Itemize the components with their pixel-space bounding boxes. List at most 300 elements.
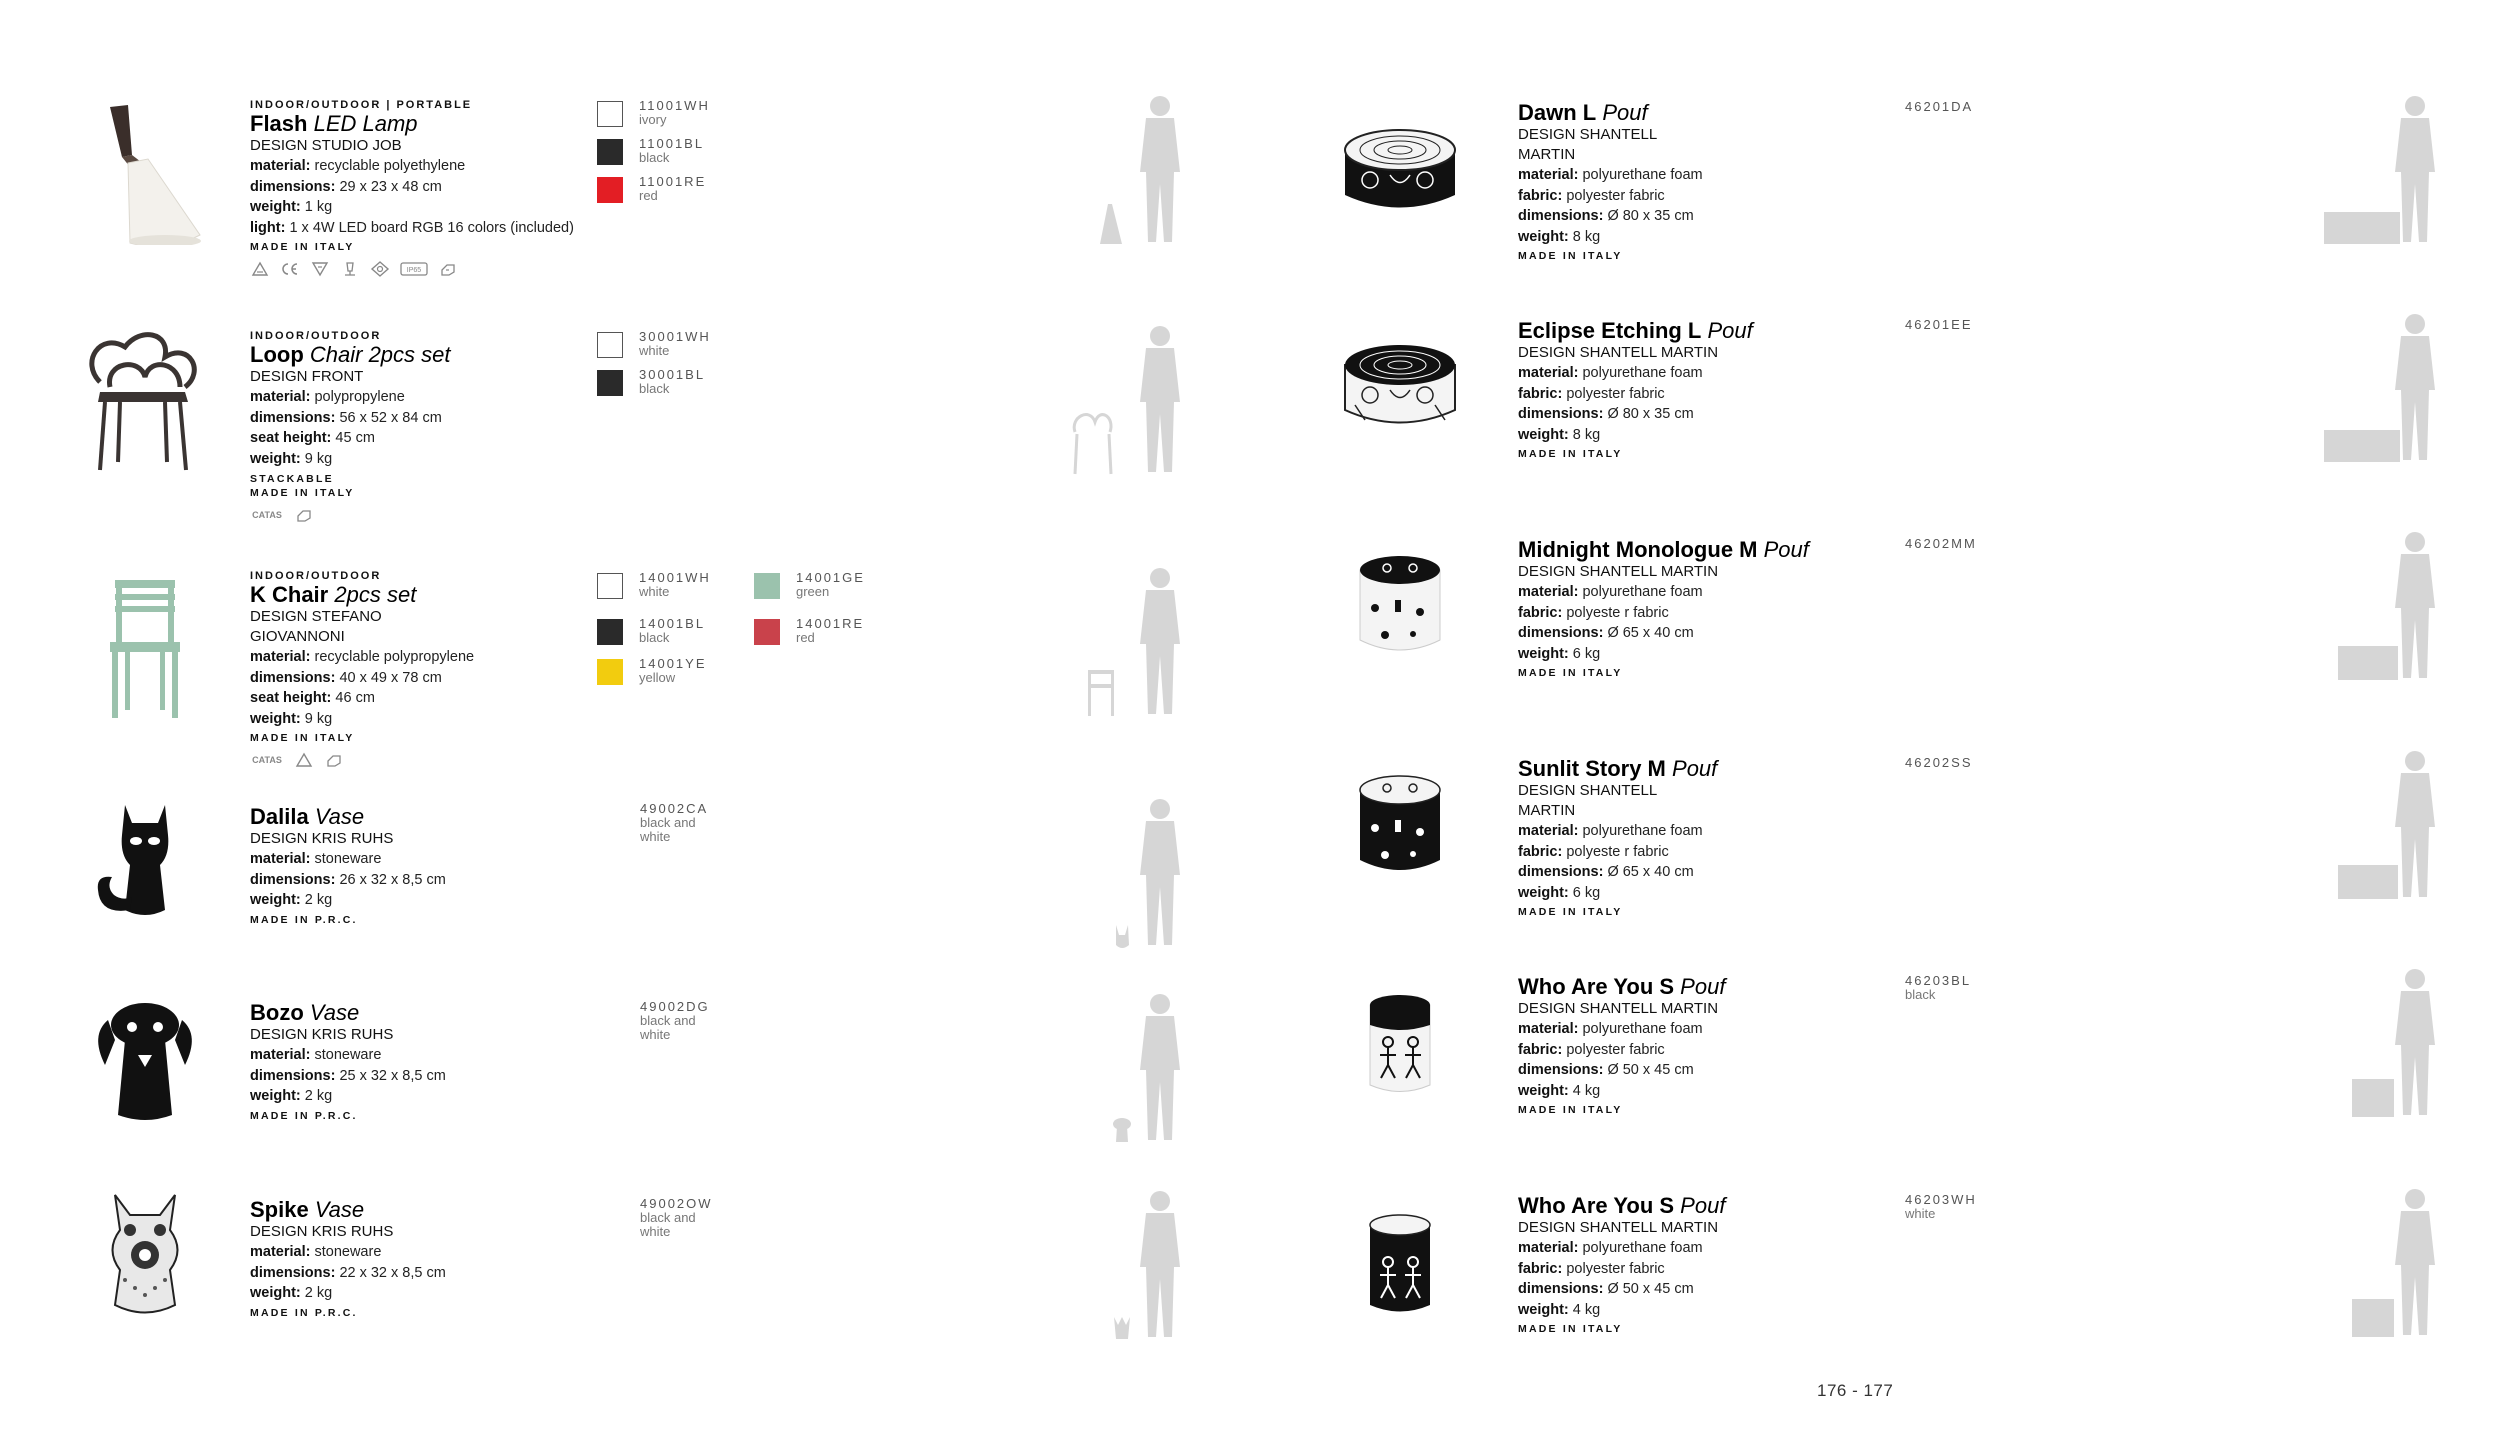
spec-dimensions	[250, 870, 446, 891]
loop-chair-image	[70, 322, 220, 472]
spec-label: material:	[1518, 1240, 1579, 1256]
certification-icons	[250, 752, 474, 768]
scale-silhouette	[1072, 990, 1202, 1150]
scale-silhouette	[1080, 92, 1210, 252]
variant-code: 46202SS	[1905, 755, 1973, 770]
spec-material	[1518, 363, 1753, 384]
spec-label: dimensions:	[250, 669, 336, 686]
spec-value: Ø 80 x 35 cm	[1607, 208, 1694, 224]
variant-color: black and white	[640, 815, 696, 844]
product-designer: DESIGN SHANTELL MARTIN	[1518, 344, 1719, 361]
variant-color: red	[639, 188, 658, 203]
sunlit-pouf-image	[1325, 750, 1475, 900]
spec-value: 22 x 32 x 8,5 cm	[339, 1264, 446, 1281]
spec-value: 2 kg	[304, 1285, 333, 1301]
variant-color: black	[639, 630, 670, 645]
spec-value: polyurethane foam	[1582, 1021, 1703, 1037]
touch-icon	[438, 261, 458, 277]
spec-label: weight:	[250, 892, 301, 908]
spec-weight	[250, 197, 574, 218]
product-type: Vase	[309, 1000, 360, 1025]
product-name: Who Are You S	[1518, 974, 1675, 999]
spec-label: weight:	[1518, 228, 1569, 245]
spec-material	[250, 1242, 446, 1263]
spec-value: 25 x 32 x 8,5 cm	[339, 1067, 446, 1084]
variant-color: black	[639, 150, 670, 165]
spec-weight	[1518, 883, 1717, 904]
spec-label: dimensions:	[250, 1067, 336, 1084]
product-designer: DESIGN SHANTELL MARTIN	[1518, 782, 1657, 819]
who-are-you-black-pouf-image	[1325, 970, 1475, 1120]
spec-value: 1 kg	[304, 199, 333, 215]
product-designer: DESIGN KRIS RUHS	[250, 830, 394, 847]
spec-value: 2 kg	[304, 892, 333, 908]
spec-value: polyurethane foam	[1582, 167, 1703, 183]
touch-icon	[324, 752, 344, 768]
recycle-icon	[294, 752, 314, 768]
product-type: Pouf	[1672, 756, 1718, 781]
made-in: MADE IN ITALY	[250, 732, 355, 744]
spec-seat-height	[250, 688, 474, 709]
spec-label: weight:	[1518, 1301, 1569, 1318]
scale-silhouette	[1065, 322, 1195, 482]
variant-color: yellow	[639, 670, 676, 685]
svg-text:CATAS: CATAS	[252, 510, 282, 520]
spec-material	[1518, 582, 1809, 603]
spec-value: polyurethane foam	[1582, 1240, 1703, 1256]
stackable-label: STACKABLE	[250, 473, 334, 485]
variant-code: 14001WH	[639, 570, 711, 585]
variant-swatch[interactable]	[597, 329, 711, 358]
color-box	[754, 619, 780, 645]
spec-fabric	[1518, 603, 1809, 624]
product-tag: INDOOR/OUTDOOR	[250, 570, 382, 582]
spec-dimensions	[1518, 1060, 1725, 1081]
product-designer: DESIGN SHANTELL MARTIN	[1518, 1000, 1719, 1017]
product-code	[1905, 100, 1973, 114]
product-name: Flash	[250, 111, 308, 136]
product-type: Pouf	[1680, 1193, 1726, 1218]
spec-value: stoneware	[314, 1244, 382, 1260]
spec-material	[250, 647, 474, 668]
spec-value: Ø 50 x 45 cm	[1607, 1281, 1694, 1297]
scale-silhouette	[2320, 92, 2450, 252]
spec-weight	[1518, 425, 1753, 446]
product-code	[1905, 537, 1977, 551]
product-title	[250, 343, 451, 367]
product-name: K Chair	[250, 582, 329, 607]
spec-value: polyeste r fabric	[1566, 843, 1669, 860]
scale-silhouette	[2320, 528, 2450, 688]
spec-label: weight:	[250, 1088, 301, 1104]
product-code	[1905, 974, 1971, 1002]
product-code	[640, 802, 708, 844]
variant-color: black	[1905, 987, 1936, 1002]
diamond-icon	[370, 261, 390, 277]
spec-label: dimensions:	[1518, 864, 1604, 880]
variant-color: ivory	[639, 112, 667, 127]
spec-value: 56 x 52 x 84 cm	[339, 409, 442, 426]
variant-color: black	[639, 381, 670, 396]
spec-value: Ø 50 x 45 cm	[1607, 1062, 1694, 1078]
variant-swatch[interactable]	[597, 367, 706, 396]
spec-value: Ø 65 x 40 cm	[1607, 864, 1694, 880]
spec-light	[250, 218, 574, 239]
outdoor-icon	[310, 261, 330, 277]
variant-color: white	[1905, 1206, 1936, 1221]
spec-label: material:	[250, 1244, 311, 1260]
product-name: Dawn L	[1518, 100, 1597, 125]
product-title	[250, 805, 446, 829]
product-type: LED Lamp	[313, 111, 418, 136]
spec-value: 2 kg	[304, 1088, 333, 1104]
spec-value: recyclable polyethylene	[314, 158, 466, 174]
spec-label: dimensions:	[250, 409, 336, 426]
spec-value: 6 kg	[1572, 645, 1601, 662]
spec-label: material:	[1518, 365, 1579, 381]
spec-material	[1518, 821, 1717, 842]
product-name: Bozo	[250, 1000, 304, 1025]
made-in: MADE IN ITALY	[1518, 1104, 1623, 1116]
color-box	[597, 659, 623, 685]
k-chair-image	[70, 570, 220, 720]
spec-value: polyester fabric	[1566, 1260, 1665, 1277]
product-type: Pouf	[1763, 537, 1809, 562]
spec-value: polyester fabric	[1566, 187, 1665, 204]
spec-dimensions	[1518, 1279, 1725, 1300]
color-box	[597, 177, 623, 203]
spec-label: material:	[250, 851, 311, 867]
spec-value: polyeste r fabric	[1566, 604, 1669, 621]
spec-label: weight:	[1518, 645, 1569, 662]
midnight-pouf-image	[1325, 530, 1475, 680]
spec-value: 26 x 32 x 8,5 cm	[339, 871, 446, 888]
spec-label: weight:	[1518, 884, 1569, 901]
spec-dimensions	[250, 177, 574, 198]
catas-icon	[250, 507, 284, 523]
color-box	[597, 573, 623, 599]
spec-fabric	[1518, 384, 1753, 405]
product-type: Pouf	[1602, 100, 1648, 125]
product-title	[1518, 101, 1703, 125]
product-title	[1518, 538, 1809, 562]
spec-weight	[250, 449, 451, 470]
variant-code: 11001RE	[639, 174, 707, 189]
variant-swatch[interactable]	[597, 98, 710, 127]
spec-value: polyurethane foam	[1582, 823, 1703, 839]
spec-label: fabric:	[1518, 1260, 1563, 1277]
variant-code: 46201DA	[1905, 99, 1974, 114]
spec-weight	[1518, 1081, 1725, 1102]
product-designer: DESIGN FRONT	[250, 368, 364, 385]
variant-code: 14001BL	[639, 616, 706, 631]
made-in: MADE IN ITALY	[1518, 250, 1623, 262]
color-box	[597, 139, 623, 165]
variant-code: 11001WH	[639, 98, 710, 113]
product-designer: DESIGN STEFANO GIOVANNONI	[250, 608, 382, 645]
bozo-vase-image	[70, 985, 220, 1135]
svg-text:IP65: IP65	[406, 267, 422, 274]
spec-label: weight:	[1518, 426, 1569, 443]
spec-label: dimensions:	[250, 178, 336, 195]
svg-text:CATAS: CATAS	[252, 755, 282, 765]
product-code	[1905, 1193, 1977, 1221]
spec-fabric	[1518, 1259, 1725, 1280]
product-designer: DESIGN STUDIO JOB	[250, 137, 402, 154]
product-tag: INDOOR/OUTDOOR	[250, 330, 382, 342]
spec-value: 8 kg	[1572, 426, 1601, 443]
variant-swatch[interactable]	[597, 136, 705, 165]
spec-material	[250, 156, 574, 177]
spec-seat-height	[250, 428, 451, 449]
made-in: MADE IN ITALY	[1518, 906, 1623, 918]
spec-value: recyclable polypropylene	[314, 649, 475, 665]
made-in: MADE IN ITALY	[250, 241, 355, 253]
variant-code: 49002OW	[640, 1196, 713, 1211]
spec-label: dimensions:	[1518, 1281, 1604, 1297]
spec-weight	[250, 1283, 446, 1304]
made-in: MADE IN ITALY	[1518, 667, 1623, 679]
variant-code: 49002CA	[640, 801, 709, 816]
color-box	[597, 619, 623, 645]
color-box	[754, 573, 780, 599]
certification-icons	[250, 261, 574, 277]
product-designer: DESIGN KRIS RUHS	[250, 1026, 394, 1043]
variant-swatch[interactable]	[597, 616, 706, 645]
product-title	[1518, 319, 1753, 343]
spec-value: polypropylene	[314, 389, 405, 405]
spec-value: polyester fabric	[1566, 1041, 1665, 1058]
spec-dimensions	[1518, 206, 1703, 227]
spec-label: weight:	[250, 199, 301, 215]
variant-color: white	[639, 584, 670, 599]
variant-color: black and white	[640, 1210, 696, 1239]
spec-label: material:	[1518, 584, 1579, 600]
product-name: Dalila	[250, 804, 309, 829]
flash-lamp-image	[70, 95, 220, 245]
product-designer: DESIGN SHANTELL MARTIN	[1518, 126, 1657, 163]
spec-weight	[250, 1086, 446, 1107]
made-in: MADE IN ITALY	[1518, 1323, 1623, 1335]
spec-material	[250, 1045, 446, 1066]
spec-dimensions	[1518, 623, 1809, 644]
spec-value: 1 x 4W LED board RGB 16 colors (included)	[289, 219, 574, 236]
product-code	[1905, 756, 1973, 770]
spec-value: 29 x 23 x 48 cm	[339, 178, 442, 195]
page-number: 176 - 177	[1817, 1381, 1894, 1400]
product-code	[1905, 318, 1973, 332]
variant-color: white	[639, 343, 670, 358]
spec-material	[1518, 1238, 1725, 1259]
ip65-icon	[400, 261, 428, 277]
spec-value: 9 kg	[304, 710, 333, 727]
variant-color: green	[796, 584, 830, 599]
product-name: Midnight Monologue M	[1518, 537, 1758, 562]
spec-label: material:	[1518, 167, 1579, 183]
product-name: Who Are You S	[1518, 1193, 1675, 1218]
scale-silhouette	[1072, 1187, 1202, 1347]
spec-label: material:	[250, 158, 311, 174]
product-type: Chair 2pcs set	[309, 342, 451, 367]
spec-label: material:	[250, 389, 311, 405]
product-type: Pouf	[1680, 974, 1726, 999]
variant-code: 46201EE	[1905, 317, 1973, 332]
product-title	[250, 1198, 446, 1222]
spec-label: weight:	[1518, 1082, 1569, 1099]
scale-silhouette	[2320, 310, 2450, 470]
spec-label: fabric:	[1518, 187, 1563, 204]
spec-label: dimensions:	[1518, 208, 1604, 224]
variant-swatch[interactable]	[597, 656, 707, 685]
product-type: Vase	[314, 1197, 365, 1222]
spec-weight	[1518, 227, 1703, 248]
product-name: Sunlit Story M	[1518, 756, 1666, 781]
variant-code: 14001YE	[639, 656, 707, 671]
spec-value: polyester fabric	[1566, 385, 1665, 402]
spec-label: weight:	[250, 450, 301, 467]
dalila-vase-image	[70, 785, 220, 935]
touch-icon	[294, 507, 314, 523]
product-title	[1518, 975, 1725, 999]
variant-color: red	[796, 630, 815, 645]
spec-value: 6 kg	[1572, 884, 1601, 901]
product-tag: INDOOR/OUTDOOR | PORTABLE	[250, 99, 473, 111]
product-title	[250, 1001, 446, 1025]
spec-label: fabric:	[1518, 385, 1563, 402]
spec-label: seat height:	[250, 690, 332, 706]
made-in: MADE IN P.R.C.	[250, 913, 358, 926]
dawn-pouf-image	[1325, 95, 1475, 245]
variant-code: 11001BL	[639, 136, 705, 151]
lamp-icon	[340, 261, 360, 277]
variant-swatch[interactable]	[754, 616, 865, 645]
spec-value: 9 kg	[304, 450, 333, 467]
color-box	[597, 101, 623, 127]
eclipse-pouf-image	[1325, 310, 1475, 460]
color-box	[597, 370, 623, 396]
spec-dimensions	[1518, 862, 1717, 883]
recycle-icon	[250, 261, 270, 277]
product-code	[640, 1197, 713, 1239]
variant-color: black and white	[640, 1013, 696, 1042]
spec-value: Ø 80 x 35 cm	[1607, 406, 1694, 422]
variant-code: 14001RE	[796, 616, 865, 631]
spec-fabric	[1518, 842, 1717, 863]
spec-value: 4 kg	[1572, 1082, 1601, 1099]
made-in: MADE IN ITALY	[250, 487, 355, 499]
spec-value: 45 cm	[335, 430, 375, 446]
spec-material	[250, 387, 451, 408]
spec-label: fabric:	[1518, 1041, 1563, 1058]
product-type: Vase	[314, 804, 365, 829]
made-in: MADE IN P.R.C.	[250, 1109, 358, 1122]
spec-weight	[250, 709, 474, 730]
variant-code: 30001BL	[639, 367, 706, 382]
spec-label: dimensions:	[1518, 406, 1604, 422]
variant-code: 49002DG	[640, 999, 710, 1014]
spec-weight	[250, 890, 446, 911]
spec-value: stoneware	[314, 1047, 382, 1063]
spec-label: dimensions:	[1518, 1062, 1604, 1078]
variant-code: 46202MM	[1905, 536, 1977, 551]
product-type: 2pcs set	[334, 582, 417, 607]
variant-swatch[interactable]	[754, 570, 865, 599]
spec-fabric	[1518, 1040, 1725, 1061]
scale-silhouette	[2320, 1185, 2450, 1345]
spec-dimensions	[250, 1066, 446, 1087]
product-name: Spike	[250, 1197, 309, 1222]
spec-dimensions	[1518, 404, 1753, 425]
scale-silhouette	[1072, 564, 1202, 724]
variant-swatch[interactable]	[597, 570, 711, 599]
spec-label: fabric:	[1518, 843, 1563, 860]
spec-label: fabric:	[1518, 604, 1563, 621]
spec-label: material:	[1518, 1021, 1579, 1037]
spec-value: Ø 65 x 40 cm	[1607, 625, 1694, 641]
spec-value: 40 x 49 x 78 cm	[339, 669, 442, 686]
product-title	[250, 583, 474, 607]
product-name: Eclipse Etching L	[1518, 318, 1702, 343]
scale-silhouette	[2320, 965, 2450, 1125]
spec-label: dimensions:	[250, 1264, 336, 1281]
variant-code: 46203BL	[1905, 973, 1972, 988]
variant-code: 30001WH	[639, 329, 711, 344]
spec-value: 8 kg	[1572, 228, 1601, 245]
spec-material	[250, 849, 446, 870]
spec-label: material:	[250, 649, 311, 665]
spec-dimensions	[250, 1263, 446, 1284]
product-designer: DESIGN SHANTELL MARTIN	[1518, 563, 1719, 580]
spec-value: 46 cm	[335, 690, 375, 706]
spec-material	[1518, 1019, 1725, 1040]
spec-label: seat height:	[250, 430, 332, 446]
spec-label: light:	[250, 219, 286, 236]
ce-icon	[280, 261, 300, 277]
spec-material	[1518, 165, 1703, 186]
variant-swatch[interactable]	[597, 174, 707, 203]
spec-label: weight:	[250, 1285, 301, 1301]
spec-label: material:	[1518, 823, 1579, 839]
spec-label: material:	[250, 1047, 311, 1063]
spec-label: dimensions:	[250, 871, 336, 888]
scale-silhouette	[2320, 747, 2450, 907]
made-in: MADE IN P.R.C.	[250, 1306, 358, 1319]
spec-fabric	[1518, 186, 1703, 207]
spec-value: stoneware	[314, 851, 382, 867]
product-title	[250, 112, 574, 136]
variant-code: 46203WH	[1905, 1192, 1977, 1207]
product-designer: DESIGN KRIS RUHS	[250, 1223, 394, 1240]
spec-label: weight:	[250, 710, 301, 727]
spec-weight	[1518, 644, 1809, 665]
certification-icons	[250, 507, 451, 523]
spec-weight	[1518, 1300, 1725, 1321]
spec-label: dimensions:	[1518, 625, 1604, 641]
product-type: Pouf	[1707, 318, 1753, 343]
made-in: MADE IN ITALY	[1518, 448, 1623, 460]
product-title	[1518, 757, 1717, 781]
product-name: Loop	[250, 342, 304, 367]
spike-vase-image	[70, 1180, 220, 1330]
variant-code: 14001GE	[796, 570, 865, 585]
product-designer: DESIGN SHANTELL MARTIN	[1518, 1219, 1719, 1236]
spec-dimensions	[250, 408, 451, 429]
spec-value: polyurethane foam	[1582, 365, 1703, 381]
spec-value: 4 kg	[1572, 1301, 1601, 1318]
catas-icon	[250, 752, 284, 768]
scale-silhouette	[1072, 795, 1202, 955]
product-code	[640, 1000, 710, 1042]
